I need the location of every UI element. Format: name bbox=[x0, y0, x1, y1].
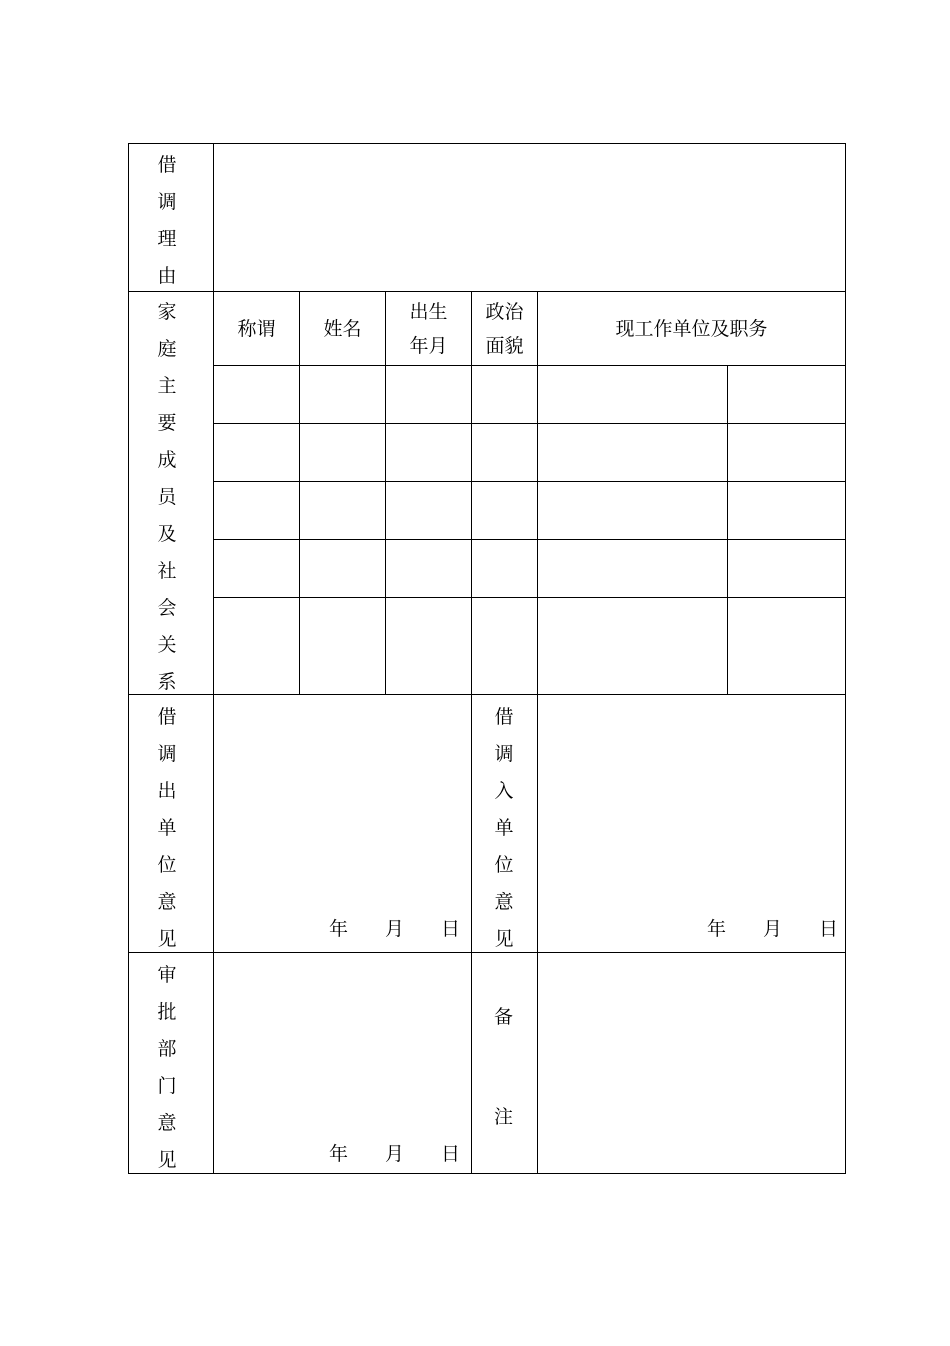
header-work-text: 现工作单位及职务 bbox=[615, 317, 768, 340]
header-birth-line1: 出生 bbox=[409, 300, 448, 323]
out-unit-label-char: 意 bbox=[157, 891, 177, 913]
header-name-text: 姓名 bbox=[323, 317, 362, 340]
row-divider bbox=[129, 694, 845, 695]
secondment-form-table bbox=[128, 143, 846, 1174]
header-political-line1: 政治 bbox=[485, 300, 524, 323]
reason-label bbox=[147, 147, 187, 295]
out-unit-label-char: 见 bbox=[157, 928, 177, 950]
date-day: 日 bbox=[441, 1143, 461, 1165]
reason-label-char: 调 bbox=[157, 191, 177, 213]
in-unit-label-char: 借 bbox=[494, 706, 514, 728]
in-unit-label-char: 见 bbox=[494, 928, 514, 950]
date-year: 年 bbox=[707, 918, 727, 940]
in-unit-label-char: 意 bbox=[494, 891, 514, 913]
row-divider bbox=[214, 539, 845, 540]
family-label-char: 及 bbox=[157, 523, 177, 545]
header-name bbox=[300, 292, 385, 365]
out-unit-label-char: 调 bbox=[157, 743, 177, 765]
date-day: 日 bbox=[441, 918, 461, 940]
date-month: 月 bbox=[385, 1143, 405, 1165]
approval-label bbox=[147, 957, 187, 1179]
family-label-char: 成 bbox=[157, 449, 177, 471]
col-divider bbox=[471, 291, 472, 1173]
approval-label-char: 部 bbox=[157, 1038, 177, 1060]
family-label-char: 庭 bbox=[157, 338, 177, 360]
row-divider bbox=[214, 481, 845, 482]
date-month: 月 bbox=[385, 918, 405, 940]
in-unit-label-char: 单 bbox=[494, 817, 514, 839]
reason-label-char: 借 bbox=[157, 154, 177, 176]
approval-label-char: 门 bbox=[157, 1075, 177, 1097]
family-label bbox=[147, 294, 187, 701]
row-divider bbox=[214, 597, 845, 598]
family-label-char: 主 bbox=[157, 375, 177, 397]
header-work bbox=[538, 292, 845, 365]
date-month: 月 bbox=[763, 918, 783, 940]
family-label-char: 会 bbox=[157, 597, 177, 619]
header-political-line2: 面貌 bbox=[485, 334, 524, 357]
out-unit-label-char: 出 bbox=[157, 780, 177, 802]
in-unit-label-char: 位 bbox=[494, 854, 514, 876]
header-political bbox=[472, 292, 537, 365]
row-divider bbox=[214, 365, 845, 366]
out-unit-label-char: 位 bbox=[157, 854, 177, 876]
remark-input-area[interactable] bbox=[538, 953, 845, 1173]
col-divider bbox=[727, 365, 728, 694]
header-relation-text: 称谓 bbox=[237, 317, 276, 340]
header-birth-line2: 年月 bbox=[409, 334, 448, 357]
date-year: 年 bbox=[329, 1143, 349, 1165]
approval-label-char: 审 bbox=[157, 964, 177, 986]
date-day: 日 bbox=[819, 918, 839, 940]
family-label-char: 社 bbox=[157, 560, 177, 582]
reason-input-area[interactable] bbox=[214, 144, 845, 291]
reason-label-char: 理 bbox=[157, 228, 177, 250]
out-unit-label-char: 单 bbox=[157, 817, 177, 839]
approval-label-char: 见 bbox=[157, 1149, 177, 1171]
row-divider bbox=[214, 423, 845, 424]
header-relation bbox=[214, 292, 299, 365]
out-unit-label-char: 借 bbox=[157, 706, 177, 728]
remark-label-char-2: 注 bbox=[494, 1106, 514, 1128]
family-label-char: 关 bbox=[157, 634, 177, 656]
family-label-char: 要 bbox=[157, 412, 177, 434]
family-label-char: 系 bbox=[157, 671, 177, 693]
family-label-char: 员 bbox=[157, 486, 177, 508]
family-label-char: 家 bbox=[157, 301, 177, 323]
in-unit-label-char: 入 bbox=[494, 780, 514, 802]
in-unit-label bbox=[484, 699, 524, 958]
date-year: 年 bbox=[329, 918, 349, 940]
approval-label-char: 批 bbox=[157, 1001, 177, 1023]
in-unit-label-char: 调 bbox=[494, 743, 514, 765]
out-unit-label bbox=[147, 699, 187, 958]
header-birth bbox=[386, 292, 471, 365]
approval-label-char: 意 bbox=[157, 1112, 177, 1134]
remark-label-char-1: 备 bbox=[494, 1006, 514, 1028]
reason-label-char: 由 bbox=[157, 265, 177, 287]
